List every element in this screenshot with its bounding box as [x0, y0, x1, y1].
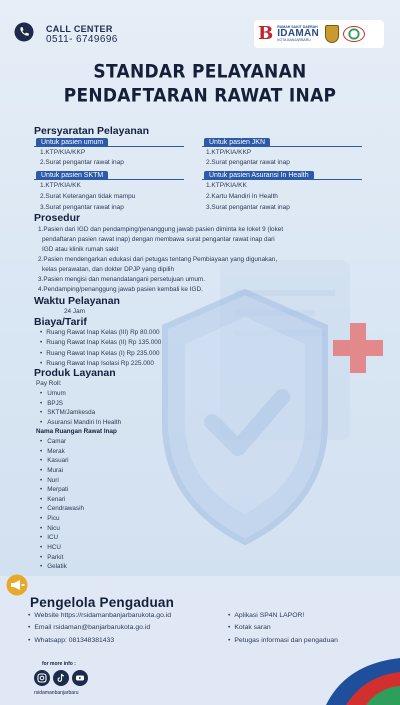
- produk-heading: Produk Layanan: [34, 367, 116, 379]
- city-seal-icon: [325, 25, 339, 43]
- list-item: 2.Surat Keterangan tidak mampu: [40, 193, 136, 200]
- pengelola-heading: Pengelola Pengaduan: [30, 595, 175, 610]
- more-info-label: for more info :: [42, 661, 76, 667]
- prosedur-heading: Prosedur: [34, 212, 81, 224]
- prosedur-line: pendaftaran pasien rawat inap) dengan membawa surat pengantar rawat inap dari: [42, 235, 275, 243]
- list-item: • HCU: [40, 543, 84, 553]
- pill-jkn: Untuk pasien JKN: [204, 138, 270, 147]
- pill-asuransi: Untuk pasien Asuransi In Health: [204, 171, 314, 180]
- megaphone-icon: [6, 574, 28, 596]
- prosedur-line: 1.Pasien dari IGD dan pendamping/penanggung jawab pasien diminta ke loket 9 (loket: [38, 226, 284, 233]
- list-item: • Kenari: [40, 495, 84, 505]
- biaya-list: [40, 328, 161, 369]
- list-item: 3.Surat pengantar rawat inap: [206, 204, 290, 211]
- list-item: • Parkit: [40, 553, 84, 563]
- list-item: • ICU: [40, 533, 84, 543]
- list-item: • Picu: [40, 514, 84, 524]
- call-center-phone[interactable]: 0511- 6749696: [46, 34, 118, 45]
- prosedur-line: 4.Pendamping/penanggung jawab pasien kembali ke IGD.: [38, 285, 203, 293]
- waktu-value: 24 Jam: [64, 308, 85, 315]
- tiktok-icon[interactable]: [53, 670, 69, 686]
- list-item: 3.Surat pengantar rawat inap: [40, 204, 124, 211]
- list-item: 2.Kartu Mandiri In Health: [206, 193, 278, 200]
- biaya-heading: Biaya/Tarif: [34, 316, 87, 328]
- list-item: 1.KTP/KIA/KK: [40, 182, 81, 189]
- list-item: • Asuransi Mandiri In Health: [40, 418, 121, 428]
- list-item: • Gelatik: [40, 562, 84, 572]
- rooms-list: [40, 437, 84, 572]
- social-handle[interactable]: rsidamanbanjarbaru: [34, 690, 79, 696]
- website-link[interactable]: • Website https://rsidamanbanjarbarukota.go.id: [28, 612, 171, 619]
- list-item: 1.KTP/KIA/KK: [206, 182, 247, 189]
- persyaratan-heading: Persyaratan Pelayanan: [34, 125, 149, 137]
- list-item: • Cendrawasih: [40, 504, 84, 514]
- list-item: • SKTM/Jamkesda: [40, 408, 121, 418]
- list-item: • Camar: [40, 437, 84, 447]
- list-item: • Ruang Rawat Inap Kelas (II) Rp 135.000: [40, 338, 161, 348]
- sp4n-item: • Aplikasi SP4N LAPOR!: [228, 612, 304, 619]
- list-item: 2.Surat pengantar rawat inap: [206, 159, 290, 166]
- list-item: • Kasuari: [40, 456, 84, 466]
- corner-decoration: [296, 654, 400, 705]
- prosedur-list: [38, 225, 368, 294]
- youtube-icon[interactable]: [72, 670, 88, 686]
- logo-sub-text: KOTA BANJARBARU: [277, 38, 311, 42]
- list-item: • Nicu: [40, 524, 84, 534]
- logo-mark-icon: B: [258, 23, 274, 44]
- instagram-icon[interactable]: [34, 670, 50, 686]
- list-item: • BPJS: [40, 399, 121, 409]
- logo-small-text: RUMAH SAKIT DAERAH: [277, 24, 318, 29]
- petugas-item: • Petugas informasi dan pengaduan: [228, 637, 338, 644]
- list-item: • Ruang Rawat Inap Isolasi Rp 225.000: [40, 359, 161, 369]
- prosedur-line: 2.Pasien mendengarkan edukasi dari petugas tentang Pembiayaan yang digunakan,: [38, 255, 278, 263]
- list-item: 1.KTP/KIA/KKP: [206, 149, 252, 156]
- pill-umum: Untuk pasien umum: [36, 138, 108, 147]
- list-item: • Ruang Rawat Inap Kelas (III) Rp 80.000: [40, 328, 161, 338]
- list-item: 1.KTP/KIA/KKP: [40, 149, 86, 156]
- accreditation-seal-icon: [343, 26, 365, 42]
- list-item: • Nuri: [40, 476, 84, 486]
- prosedur-line: IGD atau klinik rumah sakit: [42, 245, 119, 253]
- list-item: • Merak: [40, 447, 84, 457]
- list-item: • Murai: [40, 466, 84, 476]
- whatsapp-link[interactable]: • Whatsapp: 081348381433: [28, 637, 114, 644]
- medical-cross-icon: [328, 318, 388, 378]
- logo-main-text: IDAMAN: [277, 28, 320, 39]
- email-link[interactable]: • Email rsidaman@banjarbarukota.go.id: [28, 624, 150, 631]
- hospital-logo: [254, 20, 384, 48]
- prosedur-line: kelas perawatan, dan dokter DPJP yang dipilih: [42, 265, 175, 273]
- pay-roll-label: Pay Roll:: [36, 380, 62, 387]
- page-title-line1: STANDAR PELAYANAN: [93, 60, 307, 84]
- pay-roll-list: [40, 389, 121, 428]
- page-title-line2: PENDAFTARAN RAWAT INAP: [63, 84, 337, 108]
- prosedur-line: 3.Pasien mengisi dan menandatangani persetujuan umum.: [38, 275, 205, 283]
- list-item: 2.Surat pengantar rawat inap: [40, 159, 124, 166]
- kotak-saran-item: • Kotak saran: [228, 624, 271, 631]
- waktu-heading: Waktu Pelayanan: [34, 295, 120, 307]
- list-item: • Umum: [40, 389, 121, 399]
- call-center-label: CALL CENTER: [46, 24, 113, 34]
- rooms-heading: Nama Ruangan Rawat Inap: [36, 428, 117, 435]
- list-item: • Merpati: [40, 485, 84, 495]
- phone-icon: [14, 22, 34, 42]
- shield-check-icon: [150, 282, 340, 552]
- pill-sktm: Untuk pasien SKTM: [36, 171, 108, 180]
- list-item: • Ruang Rawat Inap Kelas (I) Rp 235.000: [40, 349, 161, 359]
